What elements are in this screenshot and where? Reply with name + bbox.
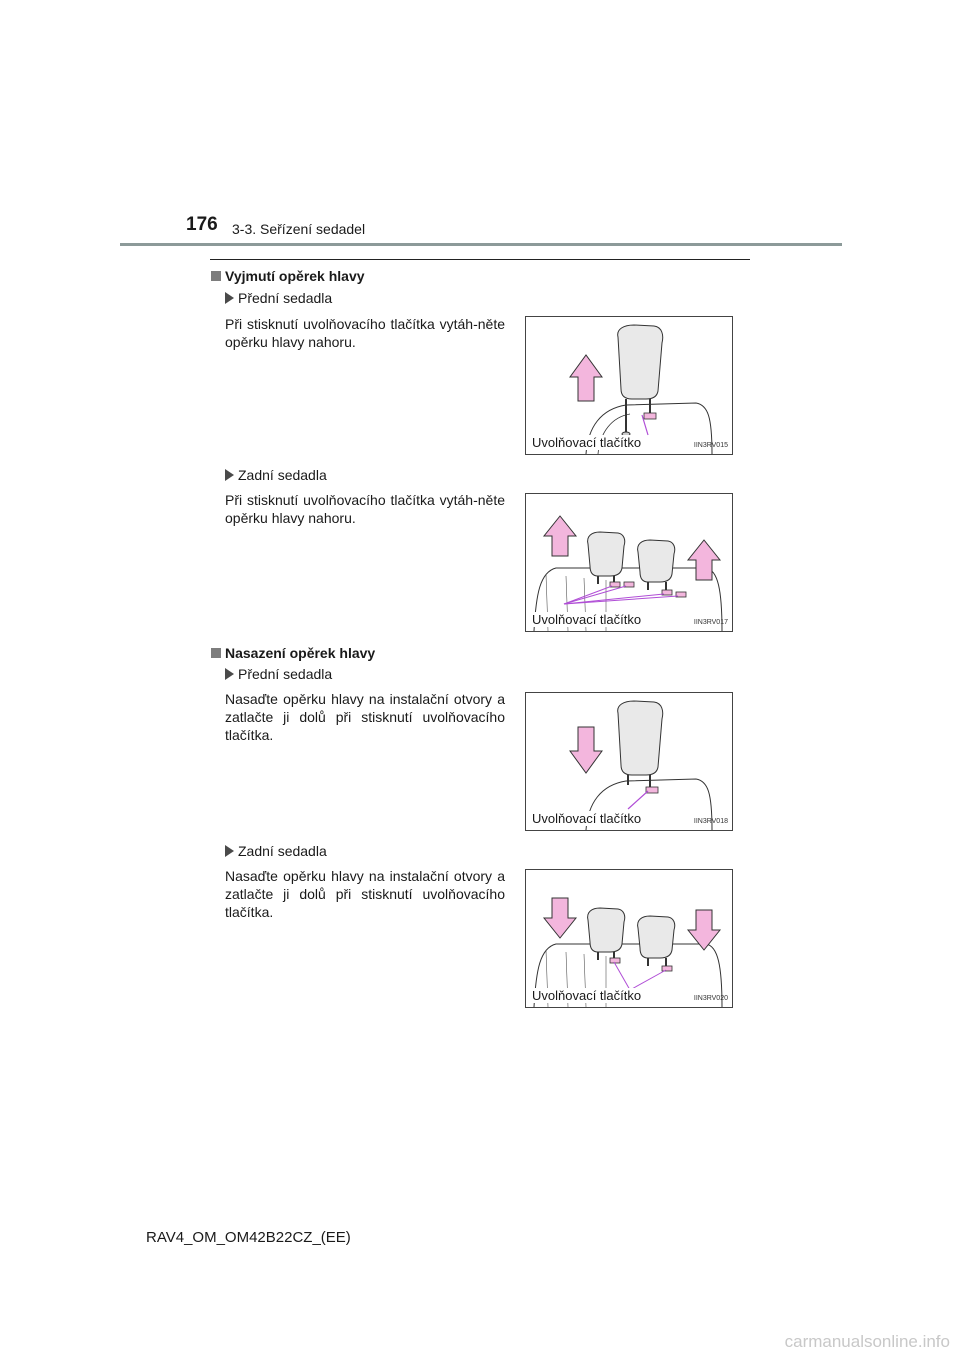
- instruction-text: Nasaďte opěrku hlavy na instalační otvory a zatlačte ji dolů při stisknutí uvolňovacího tlačítka.: [225, 691, 505, 743]
- instruction-text: Při stisknutí uvolňovacího tlačítka vytáh-něte opěrku hlavy nahoru.: [225, 492, 505, 526]
- chapter-title: 3-3. Seřízení sedadel: [232, 221, 366, 237]
- square-bullet-icon: [211, 648, 221, 658]
- figure-front-headrest-install: [525, 692, 733, 831]
- footer-model-code: RAV4_OM_OM42B22CZ_(EE): [146, 1229, 351, 1246]
- figure-code: IIN3RV018: [693, 818, 728, 825]
- figure-code: IIN3RV017: [693, 619, 728, 626]
- section-heading-install: Nasazení opěrek hlavy: [211, 645, 375, 661]
- square-bullet-icon: [211, 271, 221, 281]
- rear-headrest-install-illustration: [526, 870, 732, 1007]
- figure-caption: Uvolňovací tlačítko: [532, 612, 642, 627]
- triangle-bullet-icon: [225, 469, 234, 481]
- figure-caption: Uvolňovací tlačítko: [532, 988, 642, 1003]
- triangle-bullet-icon: [225, 845, 234, 857]
- page-number: 176: [186, 214, 218, 235]
- section-rule: [210, 259, 750, 260]
- subheading-front-seats-install: Přední sedadla: [225, 666, 332, 682]
- subheading-rear-seats-install: Zadní sedadla: [225, 843, 327, 859]
- watermark: carmanualsonline.info: [784, 1332, 950, 1351]
- triangle-bullet-icon: [225, 292, 234, 304]
- figure-caption: Uvolňovací tlačítko: [532, 435, 642, 450]
- figure-rear-headrest-install: [525, 869, 733, 1008]
- instruction-text: Při stisknutí uvolňovacího tlačítka vytáh-něte opěrku hlavy nahoru.: [225, 316, 505, 350]
- triangle-bullet-icon: [225, 668, 234, 680]
- figure-code: IIN3RV020: [693, 995, 728, 1002]
- section-heading-remove: Vyjmutí opěrek hlavy: [211, 268, 365, 284]
- instruction-text: Nasaďte opěrku hlavy na instalační otvory a zatlačte ji dolů při stisknutí uvolňovacího tlačítka.: [225, 868, 505, 920]
- subheading-rear-seats-remove: Zadní sedadla: [225, 467, 327, 483]
- header-rule: [120, 243, 842, 246]
- front-headrest-illustration: [526, 317, 732, 454]
- figure-front-headrest-remove: [525, 316, 733, 455]
- front-headrest-install-illustration: [526, 693, 732, 830]
- subheading-front-seats-remove: Přední sedadla: [225, 290, 332, 306]
- figure-caption: Uvolňovací tlačítko: [532, 811, 642, 826]
- rear-headrest-illustration: [526, 494, 732, 631]
- figure-code: IIN3RV015: [693, 442, 728, 449]
- figure-rear-headrest-remove: [525, 493, 733, 632]
